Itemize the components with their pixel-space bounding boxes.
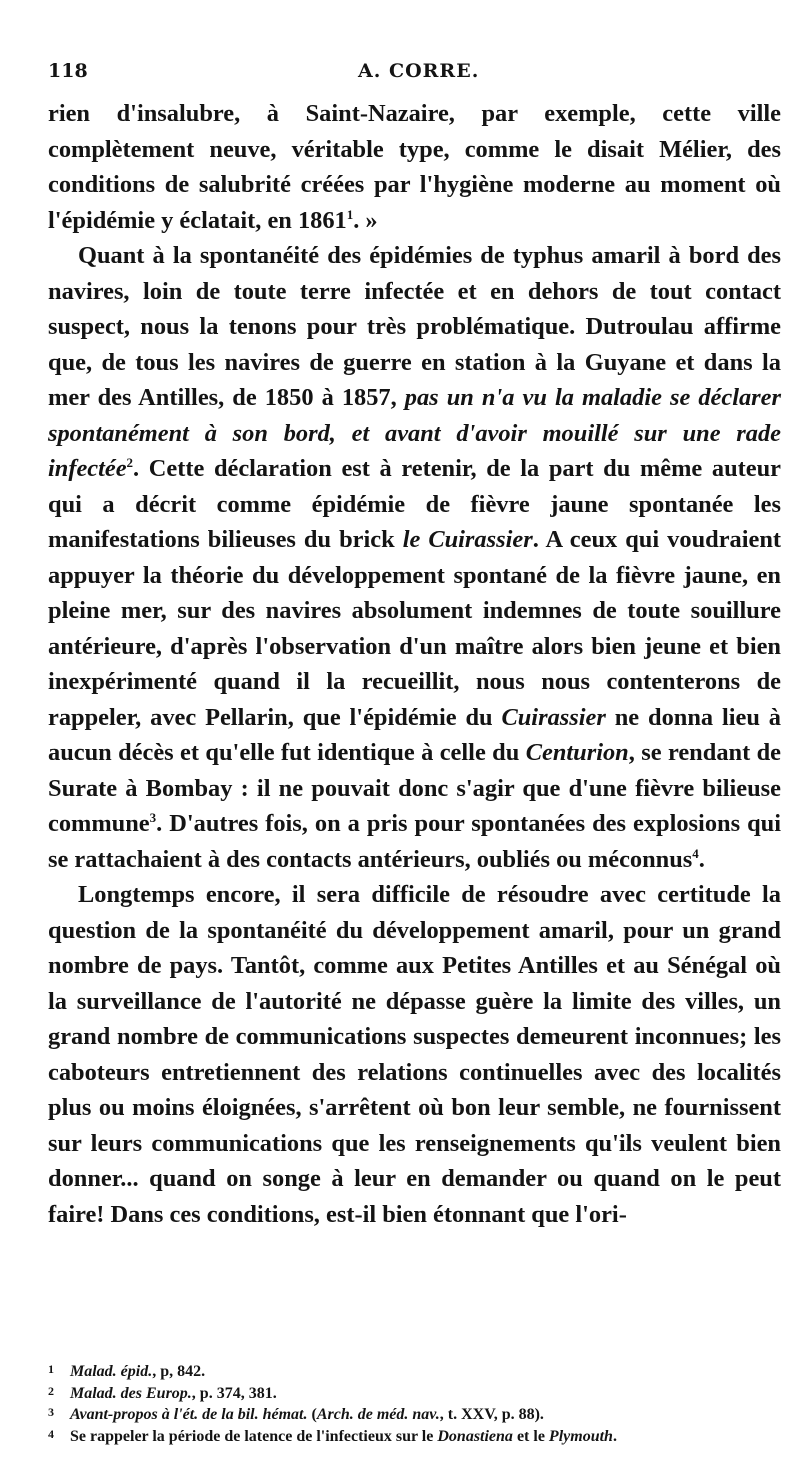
italic-text: Centurion (525, 739, 629, 766)
footnote (48, 1403, 781, 1425)
running-title: A. CORRE. (358, 60, 480, 82)
paragraph (48, 238, 781, 877)
italic-text: pas un n'a vu la maladie se déclarer spontanément à son bord, et avant d'avoir mouillé sur une rade infectée (48, 384, 781, 482)
footnote-ref: 3 (149, 809, 157, 825)
text-run: , p. 374, 381. (191, 1384, 277, 1402)
text-run: , p, 842. (152, 1363, 206, 1380)
italic-text: Malad. des Europ. (70, 1384, 192, 1402)
paragraph (48, 96, 781, 238)
footnote (48, 1360, 781, 1382)
italic-text: Cuirassier (501, 703, 606, 731)
italic-text: Arch. de méd. nav. (316, 1406, 440, 1423)
footnote-number: 1 (48, 1362, 54, 1376)
paragraph (48, 877, 781, 1232)
footnote (48, 1425, 781, 1447)
text-run: rien d'insalubre, à Saint-Nazaire, par exemple, cette ville complètement neuve, véritable type, comme le disait Mélier, des conditions de salubrité créées par l'hygiène moderne au moment où l'épidémie y éclatait, en 1861 (48, 100, 781, 234)
text-run: . A ceux qui voudraient appuyer la théorie du développement spontané de la fièvre jaune, en pleine mer, sur des navires absolument indemnes de toute souillure antérieure, d'après l'observation d'un maître alors bien jeune et bien inexpérimenté quand il la recueillit, nous nous contenterons de rappeler, avec Pellarin, que l'épidémie du (48, 526, 782, 731)
text-run: ne donna lieu à aucun décès et qu'elle fut identique à celle du (48, 703, 781, 766)
italic-text: Plymouth (548, 1427, 613, 1445)
text-run: . (698, 845, 705, 873)
body-text (48, 96, 781, 1232)
page-number: 118 (48, 60, 88, 82)
text-run: . Cette déclaration est à retenir, de la part du même auteur qui a décrit comme épidémie de fièvre jaune spontanée les manifestations bilieuses du brick (48, 455, 781, 553)
text-run: Se rappeler la période de latence de l'infectieux sur le (70, 1427, 438, 1445)
italic-text: Donastiena (437, 1427, 513, 1445)
italic-text: Malad. épid. (70, 1363, 153, 1380)
italic-text: le Cuirassier (402, 526, 533, 553)
text-run: et le (512, 1427, 549, 1445)
footnotes (48, 1360, 781, 1446)
text-run: ( (307, 1406, 317, 1423)
footnote (48, 1382, 781, 1404)
running-head (48, 60, 781, 96)
footnote-number: 3 (48, 1405, 54, 1419)
text-run: . (612, 1427, 617, 1445)
footnote-number: 4 (48, 1426, 54, 1441)
footnote-number: 2 (48, 1383, 54, 1398)
book-page (48, 60, 781, 1232)
text-run: . » (353, 206, 378, 234)
footnote-ref: 4 (692, 845, 699, 861)
text-run: Quant à la spontanéité des épidémies de typhus amaril à bord des navires, loin de toute terre infectée et en dehors de tout contact suspect, nous la tenons pour très problématique. Dutroulau affirme que, de tous les navires de guerre en station à la Guyane et dans la mer des Antilles, de 1850 à 1857, (48, 242, 781, 411)
footnote-ref: 2 (126, 454, 134, 470)
text-run: Longtemps encore, il sera difficile de résoudre avec certitude la question de la spontanéité du développement amaril, pour un grand nombre de pays. Tantôt, comme aux Petites Antilles et au Sénégal où la surveillance de l'autorité ne dépasse guère la limite des villes, un grand nombre de communications suspectes demeurent inconnues; les caboteurs entretiennent des relations continuelles avec des localités plus ou moins éloignées, s'arrêtent où bon leur semble, ne fournissent sur leurs communications que les renseignements qu'ils veulent bien donner... quand on songe à leur en demander ou quand on le peut faire! Dans ces conditions, est-il bien étonnant que l'ori- (48, 881, 781, 1228)
italic-text: Avant-propos à l'ét. de la bil. hémat. (70, 1406, 308, 1423)
text-run: , se rendant de Surate à Bombay : il ne pouvait donc s'agir que d'une fièvre bilieuse commune (48, 739, 781, 837)
text-run: , t. XXV, p. 88). (439, 1406, 544, 1423)
text-run: . D'autres fois, on a pris pour spontanées des explosions qui se rattachaient à des contacts antérieurs, oubliés ou méconnus (48, 810, 781, 873)
footnote-ref: 1 (346, 206, 354, 222)
